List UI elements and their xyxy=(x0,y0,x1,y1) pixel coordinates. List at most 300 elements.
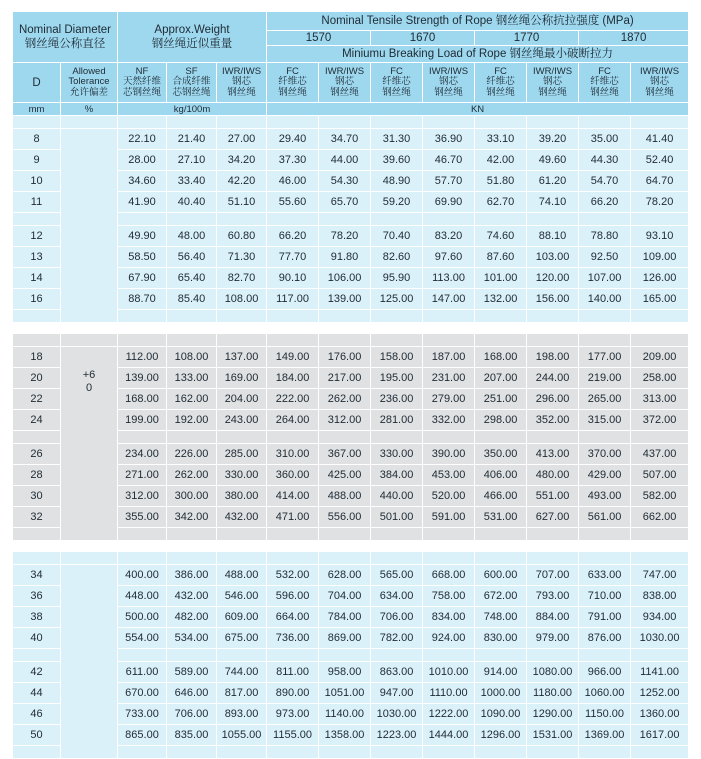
spacer-cell xyxy=(371,552,423,565)
value-cell-iwr1870: 747.00 xyxy=(631,565,689,586)
value-cell-fc1870: 370.00 xyxy=(579,444,631,465)
diameter-cell: 50 xyxy=(13,725,61,746)
value-cell-iwr: 1055.00 xyxy=(217,725,267,746)
spacer-cell xyxy=(267,552,319,565)
value-cell-iwr1770: 120.00 xyxy=(527,268,579,289)
value-cell-nf: 271.00 xyxy=(118,465,167,486)
value-cell-iwr1570: 958.00 xyxy=(319,662,371,683)
grade-1770-header: 1770 xyxy=(475,31,579,46)
value-cell-fc1570: 29.40 xyxy=(267,129,319,150)
spacer-cell xyxy=(475,552,527,565)
value-cell-iwr1570: 65.70 xyxy=(319,192,371,213)
approx-weight-header xyxy=(118,12,267,63)
rope-spec-table-wrapper xyxy=(12,11,689,759)
spec-table-body xyxy=(13,116,689,759)
value-cell-iwr1770: 88.10 xyxy=(527,226,579,247)
value-cell-iwr1570: 262.00 xyxy=(319,389,371,410)
value-cell-iwr1870: 41.40 xyxy=(631,129,689,150)
iwr-weight-label: IWR/IWS xyxy=(221,65,262,77)
value-cell-nf: 500.00 xyxy=(118,607,167,628)
value-cell-iwr1770: 793.00 xyxy=(527,586,579,607)
spacer-cell xyxy=(475,334,527,347)
grade-1670-header: 1670 xyxy=(371,31,475,46)
value-cell-iwr1770: 198.00 xyxy=(527,347,579,368)
value-cell-fc1770: 672.00 xyxy=(475,586,527,607)
diameter-cell: 38 xyxy=(13,607,61,628)
value-cell-fc1670: 236.00 xyxy=(371,389,423,410)
spacer-cell xyxy=(319,334,371,347)
diameter-cell: 13 xyxy=(13,247,61,268)
value-cell-fc1870: 710.00 xyxy=(579,586,631,607)
value-cell-iwr: 744.00 xyxy=(217,662,267,683)
value-cell-fc1670: 195.00 xyxy=(371,368,423,389)
value-cell-nf: 41.90 xyxy=(118,192,167,213)
gap-cell xyxy=(167,310,217,323)
value-cell-iwr1870: 1030.00 xyxy=(631,628,689,649)
value-cell-sf: 835.00 xyxy=(167,725,217,746)
gap-cell xyxy=(267,746,319,759)
value-cell-fc1570: 55.60 xyxy=(267,192,319,213)
fc-1770-label: FC xyxy=(494,65,507,77)
value-cell-fc1770: 830.00 xyxy=(475,628,527,649)
value-cell-fc1570: 117.00 xyxy=(267,289,319,310)
gap-cell xyxy=(475,310,527,323)
value-cell-fc1570: 736.00 xyxy=(267,628,319,649)
separator-cell xyxy=(13,323,689,334)
value-cell-iwr: 51.10 xyxy=(217,192,267,213)
gap-cell xyxy=(579,746,631,759)
value-cell-iwr1670: 36.90 xyxy=(423,129,475,150)
tolerance-cell xyxy=(61,565,118,759)
iwr-weight-cn-label-1: 钢芯 xyxy=(232,76,252,88)
value-cell-sf: 56.40 xyxy=(167,247,217,268)
spacer-cell xyxy=(579,334,631,347)
diameter-cell: 18 xyxy=(13,347,61,368)
value-cell-iwr1870: 662.00 xyxy=(631,507,689,528)
spacer-cell xyxy=(579,116,631,129)
gap-cell xyxy=(267,528,319,541)
value-cell-fc1670: 281.00 xyxy=(371,410,423,431)
value-cell-nf: 554.00 xyxy=(118,628,167,649)
value-cell-fc1570: 811.00 xyxy=(267,662,319,683)
value-cell-iwr1770: 627.00 xyxy=(527,507,579,528)
gap-cell xyxy=(527,746,579,759)
diameter-cell: 14 xyxy=(13,268,61,289)
gap-cell xyxy=(167,431,217,444)
value-cell-iwr1570: 704.00 xyxy=(319,586,371,607)
value-cell-iwr: 432.00 xyxy=(217,507,267,528)
value-cell-iwr1570: 139.00 xyxy=(319,289,371,310)
value-cell-sf: 108.00 xyxy=(167,347,217,368)
gap-cell xyxy=(13,310,61,323)
value-cell-sf: 262.00 xyxy=(167,465,217,486)
col-sf-header xyxy=(167,63,217,103)
gap-cell xyxy=(118,310,167,323)
nf-cn-label-2: 芯钢丝绳 xyxy=(122,86,161,98)
value-cell-fc1870: 791.00 xyxy=(579,607,631,628)
value-cell-iwr1670: 1444.00 xyxy=(423,725,475,746)
tolerance-label-2: Tolerance xyxy=(68,76,110,88)
spacer-cell xyxy=(319,552,371,565)
value-cell-fc1670: 59.20 xyxy=(371,192,423,213)
fc-1670-cn-label-2: 钢丝绳 xyxy=(382,86,411,98)
fc-1870-cn-label-1: 纤维芯 xyxy=(590,76,619,88)
value-cell-fc1670: 95.90 xyxy=(371,268,423,289)
spacer-cell xyxy=(217,552,267,565)
value-cell-fc1670: 330.00 xyxy=(371,444,423,465)
value-cell-iwr: 285.00 xyxy=(217,444,267,465)
value-cell-iwr1770: 61.20 xyxy=(527,171,579,192)
table-row xyxy=(13,129,689,150)
gap-cell xyxy=(118,213,167,226)
fc-1570-cn-label-2: 钢丝绳 xyxy=(278,86,307,98)
value-cell-iwr1770: 49.60 xyxy=(527,150,579,171)
value-cell-fc1670: 82.60 xyxy=(371,247,423,268)
col-iwr-1770-header xyxy=(527,63,579,103)
value-cell-iwr1570: 54.30 xyxy=(319,171,371,192)
gap-cell xyxy=(423,649,475,662)
value-cell-sf: 342.00 xyxy=(167,507,217,528)
col-iwr-weight-header xyxy=(217,63,267,103)
value-cell-fc1870: 35.00 xyxy=(579,129,631,150)
value-cell-nf: 28.00 xyxy=(118,150,167,171)
value-cell-iwr1870: 372.00 xyxy=(631,410,689,431)
col-tolerance-header xyxy=(61,63,118,103)
spacer-cell xyxy=(61,334,118,347)
gap-cell xyxy=(579,649,631,662)
spacer-cell xyxy=(371,116,423,129)
value-cell-fc1570: 90.10 xyxy=(267,268,319,289)
value-cell-iwr1570: 869.00 xyxy=(319,628,371,649)
value-cell-fc1870: 78.80 xyxy=(579,226,631,247)
iwr-weight-cn-label-2: 钢丝绳 xyxy=(227,86,256,98)
value-cell-fc1870: 1369.00 xyxy=(579,725,631,746)
gap-cell xyxy=(167,649,217,662)
spacer-row xyxy=(13,552,689,565)
value-cell-iwr1870: 1617.00 xyxy=(631,725,689,746)
value-cell-nf: 448.00 xyxy=(118,586,167,607)
value-cell-iwr1870: 126.00 xyxy=(631,268,689,289)
value-cell-iwr1570: 425.00 xyxy=(319,465,371,486)
gap-cell xyxy=(217,310,267,323)
gap-cell xyxy=(217,213,267,226)
value-cell-nf: 22.10 xyxy=(118,129,167,150)
value-cell-iwr1870: 52.40 xyxy=(631,150,689,171)
value-cell-iwr1770: 1080.00 xyxy=(527,662,579,683)
gap-cell xyxy=(217,528,267,541)
gap-cell xyxy=(13,431,61,444)
value-cell-nf: 733.00 xyxy=(118,704,167,725)
value-cell-fc1670: 706.00 xyxy=(371,607,423,628)
value-cell-fc1870: 633.00 xyxy=(579,565,631,586)
value-cell-nf: 168.00 xyxy=(118,389,167,410)
gap-cell xyxy=(423,310,475,323)
approx-weight-cn-label: 钢丝绳近似重量 xyxy=(151,38,233,50)
value-cell-fc1770: 298.00 xyxy=(475,410,527,431)
value-cell-iwr: 243.00 xyxy=(217,410,267,431)
value-cell-iwr1770: 1180.00 xyxy=(527,683,579,704)
value-cell-iwr1670: 97.60 xyxy=(423,247,475,268)
value-cell-fc1770: 51.80 xyxy=(475,171,527,192)
gap-cell xyxy=(167,213,217,226)
spacer-cell xyxy=(167,334,217,347)
spacer-cell xyxy=(167,116,217,129)
diameter-cell: 8 xyxy=(13,129,61,150)
gap-cell xyxy=(371,649,423,662)
value-cell-fc1770: 350.00 xyxy=(475,444,527,465)
value-cell-fc1670: 634.00 xyxy=(371,586,423,607)
gap-cell xyxy=(527,649,579,662)
value-cell-iwr: 137.00 xyxy=(217,347,267,368)
value-cell-iwr1670: 1110.00 xyxy=(423,683,475,704)
breaking-load-header: Miniumu Breaking Load of Rope 钢丝绳最小破断拉力 xyxy=(267,46,689,63)
value-cell-iwr1770: 551.00 xyxy=(527,486,579,507)
diameter-cell: 12 xyxy=(13,226,61,247)
value-cell-iwr1670: 57.70 xyxy=(423,171,475,192)
value-cell-fc1870: 429.00 xyxy=(579,465,631,486)
value-cell-fc1670: 501.00 xyxy=(371,507,423,528)
value-cell-fc1770: 1090.00 xyxy=(475,704,527,725)
table-row xyxy=(13,347,689,368)
value-cell-sf: 706.00 xyxy=(167,704,217,725)
iwr-1670-label: IWR/IWS xyxy=(429,65,469,77)
group-separator xyxy=(13,323,689,334)
value-cell-fc1670: 947.00 xyxy=(371,683,423,704)
value-cell-iwr: 169.00 xyxy=(217,368,267,389)
value-cell-nf: 199.00 xyxy=(118,410,167,431)
value-cell-fc1870: 561.00 xyxy=(579,507,631,528)
gap-cell xyxy=(631,528,689,541)
gap-cell xyxy=(579,213,631,226)
gap-cell xyxy=(423,528,475,541)
value-cell-iwr1770: 244.00 xyxy=(527,368,579,389)
value-cell-nf: 49.90 xyxy=(118,226,167,247)
unit-load: KN xyxy=(267,103,689,116)
nf-label: NF xyxy=(135,65,149,77)
spacer-row xyxy=(13,116,689,129)
diameter-cell: 20 xyxy=(13,368,61,389)
value-cell-nf: 112.00 xyxy=(118,347,167,368)
value-cell-fc1770: 1000.00 xyxy=(475,683,527,704)
iwr-1670-cn-label-1: 钢芯 xyxy=(439,76,459,88)
rope-spec-table xyxy=(12,11,689,759)
gap-cell xyxy=(267,213,319,226)
value-cell-fc1670: 440.00 xyxy=(371,486,423,507)
value-cell-iwr1770: 707.00 xyxy=(527,565,579,586)
value-cell-iwr1670: 520.00 xyxy=(423,486,475,507)
diameter-cell: 11 xyxy=(13,192,61,213)
gap-cell xyxy=(371,310,423,323)
value-cell-iwr1870: 1141.00 xyxy=(631,662,689,683)
iwr-1870-cn-label-2: 钢丝绳 xyxy=(645,86,674,98)
value-cell-fc1570: 46.00 xyxy=(267,171,319,192)
spacer-cell xyxy=(217,116,267,129)
value-cell-sf: 386.00 xyxy=(167,565,217,586)
value-cell-iwr1670: 46.70 xyxy=(423,150,475,171)
value-cell-iwr1870: 313.00 xyxy=(631,389,689,410)
value-cell-iwr1570: 1051.00 xyxy=(319,683,371,704)
iwr-1770-label: IWR/IWS xyxy=(533,65,573,77)
value-cell-iwr1870: 437.00 xyxy=(631,444,689,465)
value-cell-iwr: 27.00 xyxy=(217,129,267,150)
value-cell-sf: 85.40 xyxy=(167,289,217,310)
value-cell-iwr: 34.20 xyxy=(217,150,267,171)
value-cell-iwr1670: 591.00 xyxy=(423,507,475,528)
value-cell-iwr1770: 1531.00 xyxy=(527,725,579,746)
value-cell-iwr1570: 628.00 xyxy=(319,565,371,586)
value-cell-iwr1670: 332.00 xyxy=(423,410,475,431)
unit-percent: % xyxy=(61,103,118,116)
value-cell-iwr1570: 78.20 xyxy=(319,226,371,247)
value-cell-iwr1670: 1010.00 xyxy=(423,662,475,683)
value-cell-fc1870: 493.00 xyxy=(579,486,631,507)
value-cell-iwr1570: 1140.00 xyxy=(319,704,371,725)
sf-cn-label-1: 合成纤维 xyxy=(172,76,211,88)
col-d-header: D xyxy=(13,63,61,103)
value-cell-fc1770: 531.00 xyxy=(475,507,527,528)
value-cell-iwr: 546.00 xyxy=(217,586,267,607)
diameter-cell: 26 xyxy=(13,444,61,465)
value-cell-fc1870: 66.20 xyxy=(579,192,631,213)
value-cell-fc1670: 384.00 xyxy=(371,465,423,486)
gap-cell xyxy=(217,431,267,444)
value-cell-fc1770: 466.00 xyxy=(475,486,527,507)
tolerance-label-1: Allowed xyxy=(72,65,106,77)
spacer-cell xyxy=(579,552,631,565)
value-cell-fc1570: 890.00 xyxy=(267,683,319,704)
value-cell-iwr1670: 83.20 xyxy=(423,226,475,247)
tolerance-cell xyxy=(61,129,118,323)
value-cell-iwr1570: 34.70 xyxy=(319,129,371,150)
diameter-cell: 16 xyxy=(13,289,61,310)
value-cell-iwr1770: 413.00 xyxy=(527,444,579,465)
gap-cell xyxy=(371,528,423,541)
col-fc-1570-header xyxy=(267,63,319,103)
gap-cell xyxy=(475,649,527,662)
value-cell-iwr1770: 1290.00 xyxy=(527,704,579,725)
value-cell-sf: 300.00 xyxy=(167,486,217,507)
value-cell-iwr1770: 156.00 xyxy=(527,289,579,310)
col-fc-1770-header xyxy=(475,63,527,103)
gap-cell xyxy=(319,649,371,662)
value-cell-sf: 192.00 xyxy=(167,410,217,431)
diameter-cell: 40 xyxy=(13,628,61,649)
value-cell-sf: 226.00 xyxy=(167,444,217,465)
value-cell-fc1670: 48.90 xyxy=(371,171,423,192)
spacer-cell xyxy=(13,552,61,565)
gap-cell xyxy=(13,528,61,541)
value-cell-fc1570: 596.00 xyxy=(267,586,319,607)
value-cell-iwr1870: 109.00 xyxy=(631,247,689,268)
value-cell-iwr1670: 279.00 xyxy=(423,389,475,410)
diameter-cell: 42 xyxy=(13,662,61,683)
nominal-diameter-header xyxy=(13,12,118,63)
value-cell-iwr1670: 668.00 xyxy=(423,565,475,586)
gap-cell xyxy=(527,213,579,226)
spacer-cell xyxy=(118,552,167,565)
spacer-cell xyxy=(13,334,61,347)
spacer-cell xyxy=(267,334,319,347)
unit-mm: mm xyxy=(13,103,61,116)
value-cell-fc1670: 565.00 xyxy=(371,565,423,586)
value-cell-nf: 400.00 xyxy=(118,565,167,586)
value-cell-nf: 611.00 xyxy=(118,662,167,683)
diameter-cell: 24 xyxy=(13,410,61,431)
tolerance-label-cn: 允许偏差 xyxy=(69,86,108,98)
diameter-cell: 36 xyxy=(13,586,61,607)
value-cell-fc1670: 1030.00 xyxy=(371,704,423,725)
value-cell-fc1570: 532.00 xyxy=(267,565,319,586)
sf-cn-label-2: 芯钢丝绳 xyxy=(172,86,211,98)
value-cell-iwr1570: 217.00 xyxy=(319,368,371,389)
nominal-diameter-label: Nominal Diameter xyxy=(18,24,112,36)
value-cell-fc1570: 37.30 xyxy=(267,150,319,171)
spacer-cell xyxy=(631,552,689,565)
gap-cell xyxy=(371,746,423,759)
col-fc-1870-header xyxy=(579,63,631,103)
value-cell-fc1770: 132.00 xyxy=(475,289,527,310)
value-cell-nf: 34.60 xyxy=(118,171,167,192)
gap-cell xyxy=(527,528,579,541)
value-cell-fc1570: 222.00 xyxy=(267,389,319,410)
spacer-cell xyxy=(631,334,689,347)
gap-cell xyxy=(631,746,689,759)
diameter-cell: 9 xyxy=(13,150,61,171)
value-cell-fc1870: 1150.00 xyxy=(579,704,631,725)
value-cell-sf: 534.00 xyxy=(167,628,217,649)
fc-1670-cn-label-1: 纤维芯 xyxy=(382,76,411,88)
spacer-cell xyxy=(118,116,167,129)
value-cell-fc1770: 87.60 xyxy=(475,247,527,268)
value-cell-fc1870: 1060.00 xyxy=(579,683,631,704)
value-cell-sf: 33.40 xyxy=(167,171,217,192)
value-cell-fc1770: 600.00 xyxy=(475,565,527,586)
gap-cell xyxy=(579,431,631,444)
value-cell-iwr1870: 258.00 xyxy=(631,368,689,389)
col-iwr-1570-header xyxy=(319,63,371,103)
col-fc-1670-header xyxy=(371,63,423,103)
spacer-cell xyxy=(267,116,319,129)
col-iwr-1870-header xyxy=(631,63,689,103)
gap-cell xyxy=(631,431,689,444)
gap-cell xyxy=(631,310,689,323)
value-cell-fc1670: 125.00 xyxy=(371,289,423,310)
value-cell-nf: 234.00 xyxy=(118,444,167,465)
iwr-1570-label: IWR/IWS xyxy=(325,65,365,77)
value-cell-iwr1870: 934.00 xyxy=(631,607,689,628)
value-cell-fc1770: 251.00 xyxy=(475,389,527,410)
value-cell-iwr: 609.00 xyxy=(217,607,267,628)
value-cell-fc1770: 33.10 xyxy=(475,129,527,150)
spacer-row xyxy=(13,334,689,347)
value-cell-fc1870: 265.00 xyxy=(579,389,631,410)
value-cell-iwr1770: 352.00 xyxy=(527,410,579,431)
value-cell-fc1770: 207.00 xyxy=(475,368,527,389)
grade-1570-header: 1570 xyxy=(267,31,371,46)
value-cell-sf: 27.10 xyxy=(167,150,217,171)
value-cell-iwr1570: 556.00 xyxy=(319,507,371,528)
value-cell-iwr1870: 1252.00 xyxy=(631,683,689,704)
value-cell-fc1870: 177.00 xyxy=(579,347,631,368)
value-cell-fc1570: 664.00 xyxy=(267,607,319,628)
iwr-1770-cn-label-2: 钢丝绳 xyxy=(538,86,567,98)
gap-cell xyxy=(527,310,579,323)
value-cell-sf: 21.40 xyxy=(167,129,217,150)
value-cell-iwr1570: 367.00 xyxy=(319,444,371,465)
diameter-cell: 46 xyxy=(13,704,61,725)
gap-cell xyxy=(217,746,267,759)
spacer-cell xyxy=(61,116,118,129)
